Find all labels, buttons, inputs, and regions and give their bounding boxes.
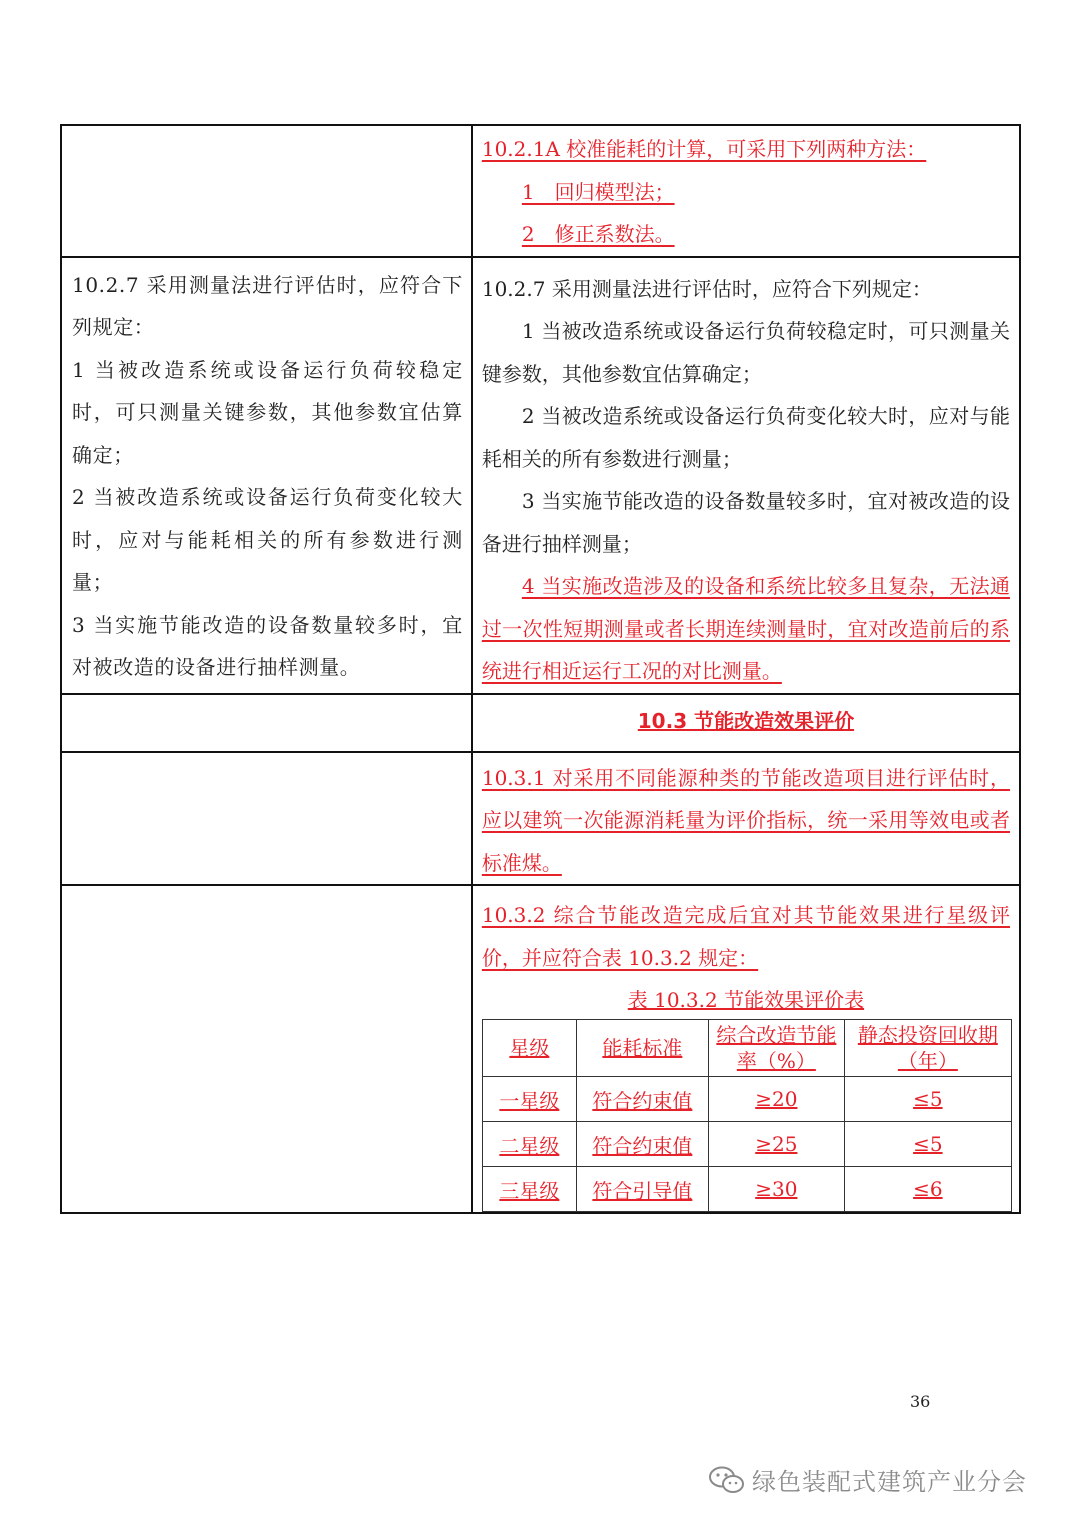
table-row bbox=[482, 1167, 1011, 1212]
row4-left-cell bbox=[61, 752, 472, 886]
row5-left-cell bbox=[61, 885, 472, 1213]
comparison-table bbox=[60, 124, 1021, 1214]
cell-star-level: 三星级 bbox=[482, 1167, 576, 1212]
table-row bbox=[482, 1077, 1011, 1122]
right-clause-10-2-7-intro: 10.2.7 采用测量法进行评估时，应符合下列规定： bbox=[481, 276, 932, 301]
row-10-3-heading bbox=[61, 694, 1020, 752]
left-clause-10-2-7-intro: 10.2.7 采用测量法进行评估时，应符合下列规定： bbox=[72, 272, 463, 339]
header-energy-standard: 能耗标准 bbox=[576, 1020, 708, 1077]
row1-left-cell bbox=[61, 125, 472, 257]
cell-payback-period: ≤6 bbox=[844, 1167, 1011, 1212]
star-table-header-row bbox=[482, 1020, 1011, 1077]
cell-saving-rate: ≥25 bbox=[708, 1122, 844, 1167]
cell-payback-period: ≤5 bbox=[844, 1077, 1011, 1122]
method-item-1: 1 回归模型法； bbox=[521, 179, 675, 204]
cell-star-level: 二星级 bbox=[482, 1122, 576, 1167]
table-caption: 表 10.3.2 节能效果评价表 bbox=[627, 988, 865, 1012]
row5-right-cell bbox=[472, 885, 1020, 1213]
cell-saving-rate: ≥30 bbox=[708, 1167, 844, 1212]
section-heading-10-3: 10.3 节能改造效果评价 bbox=[637, 708, 855, 733]
cell-saving-rate: ≥20 bbox=[708, 1077, 844, 1122]
header-payback-period: 静态投资回收期（年） bbox=[844, 1020, 1011, 1077]
method-item-2: 2 修正系数法。 bbox=[521, 222, 675, 246]
row1-right-cell bbox=[472, 125, 1020, 257]
row-10-3-2 bbox=[61, 885, 1020, 1213]
clause-10-2-1a-title: 10.2.1A 校准能耗的计算，可采用下列两种方法： bbox=[481, 137, 927, 161]
header-star-level: 星级 bbox=[482, 1020, 576, 1077]
left-item-1: 1 当被改造系统或设备运行负荷较稳定时，可只测量关键参数，其他参数宜估算确定； bbox=[72, 357, 463, 467]
row3-left-cell bbox=[61, 694, 472, 752]
page-number: 36 bbox=[910, 1392, 931, 1411]
row3-right-cell bbox=[472, 694, 1020, 752]
row-10-3-1 bbox=[61, 752, 1020, 886]
clause-10-3-2: 10.3.2 综合节能改造完成后宜对其节能效果进行星级评价，并应符合表 10.3.2 规定： bbox=[481, 903, 1010, 970]
row4-right-cell bbox=[472, 752, 1020, 886]
table-row bbox=[482, 1122, 1011, 1167]
cell-energy-standard: 符合引导值 bbox=[576, 1167, 708, 1212]
watermark-text: 绿色装配式建筑产业分会 bbox=[752, 1468, 1027, 1496]
wechat-icon bbox=[708, 1465, 746, 1495]
clause-10-3-1: 10.3.1 对采用不同能源种类的节能改造项目进行评估时，应以建筑一次能源消耗量为评价指标，统一采用等效电或者标准煤。 bbox=[481, 765, 1010, 875]
watermark bbox=[708, 1462, 1027, 1497]
right-item-3: 3 当实施节能改造的设备数量较多时，宜对被改造的设备进行抽样测量； bbox=[481, 489, 1010, 556]
right-item-1: 1 当被改造系统或设备运行负荷较稳定时，可只测量关键参数，其他参数宜估算确定； bbox=[481, 319, 1010, 386]
right-item-2: 2 当被改造系统或设备运行负荷变化较大时，应对与能耗相关的所有参数进行测量； bbox=[481, 404, 1010, 471]
star-rating-table bbox=[482, 1019, 1012, 1212]
cell-payback-period: ≤5 bbox=[844, 1122, 1011, 1167]
cell-energy-standard: 符合约束值 bbox=[576, 1077, 708, 1122]
row-10-2-1a bbox=[61, 125, 1020, 257]
right-item-4-added: 4 当实施改造涉及的设备和系统比较多且复杂，无法通过一次性短期测量或者长期连续测量时，宜对改造前后的系统进行相近运行工况的对比测量。 bbox=[481, 574, 1010, 683]
left-item-3: 3 当实施节能改造的设备数量较多时，宜对被改造的设备进行抽样测量。 bbox=[72, 612, 463, 679]
row-10-2-7 bbox=[61, 257, 1020, 694]
row2-right-cell bbox=[472, 257, 1020, 694]
cell-star-level: 一星级 bbox=[482, 1077, 576, 1122]
cell-energy-standard: 符合约束值 bbox=[576, 1122, 708, 1167]
row2-left-cell bbox=[61, 257, 472, 694]
left-item-2: 2 当被改造系统或设备运行负荷变化较大时，应对与能耗相关的所有参数进行测量； bbox=[72, 485, 463, 594]
header-saving-rate: 综合改造节能率（%） bbox=[708, 1020, 844, 1077]
